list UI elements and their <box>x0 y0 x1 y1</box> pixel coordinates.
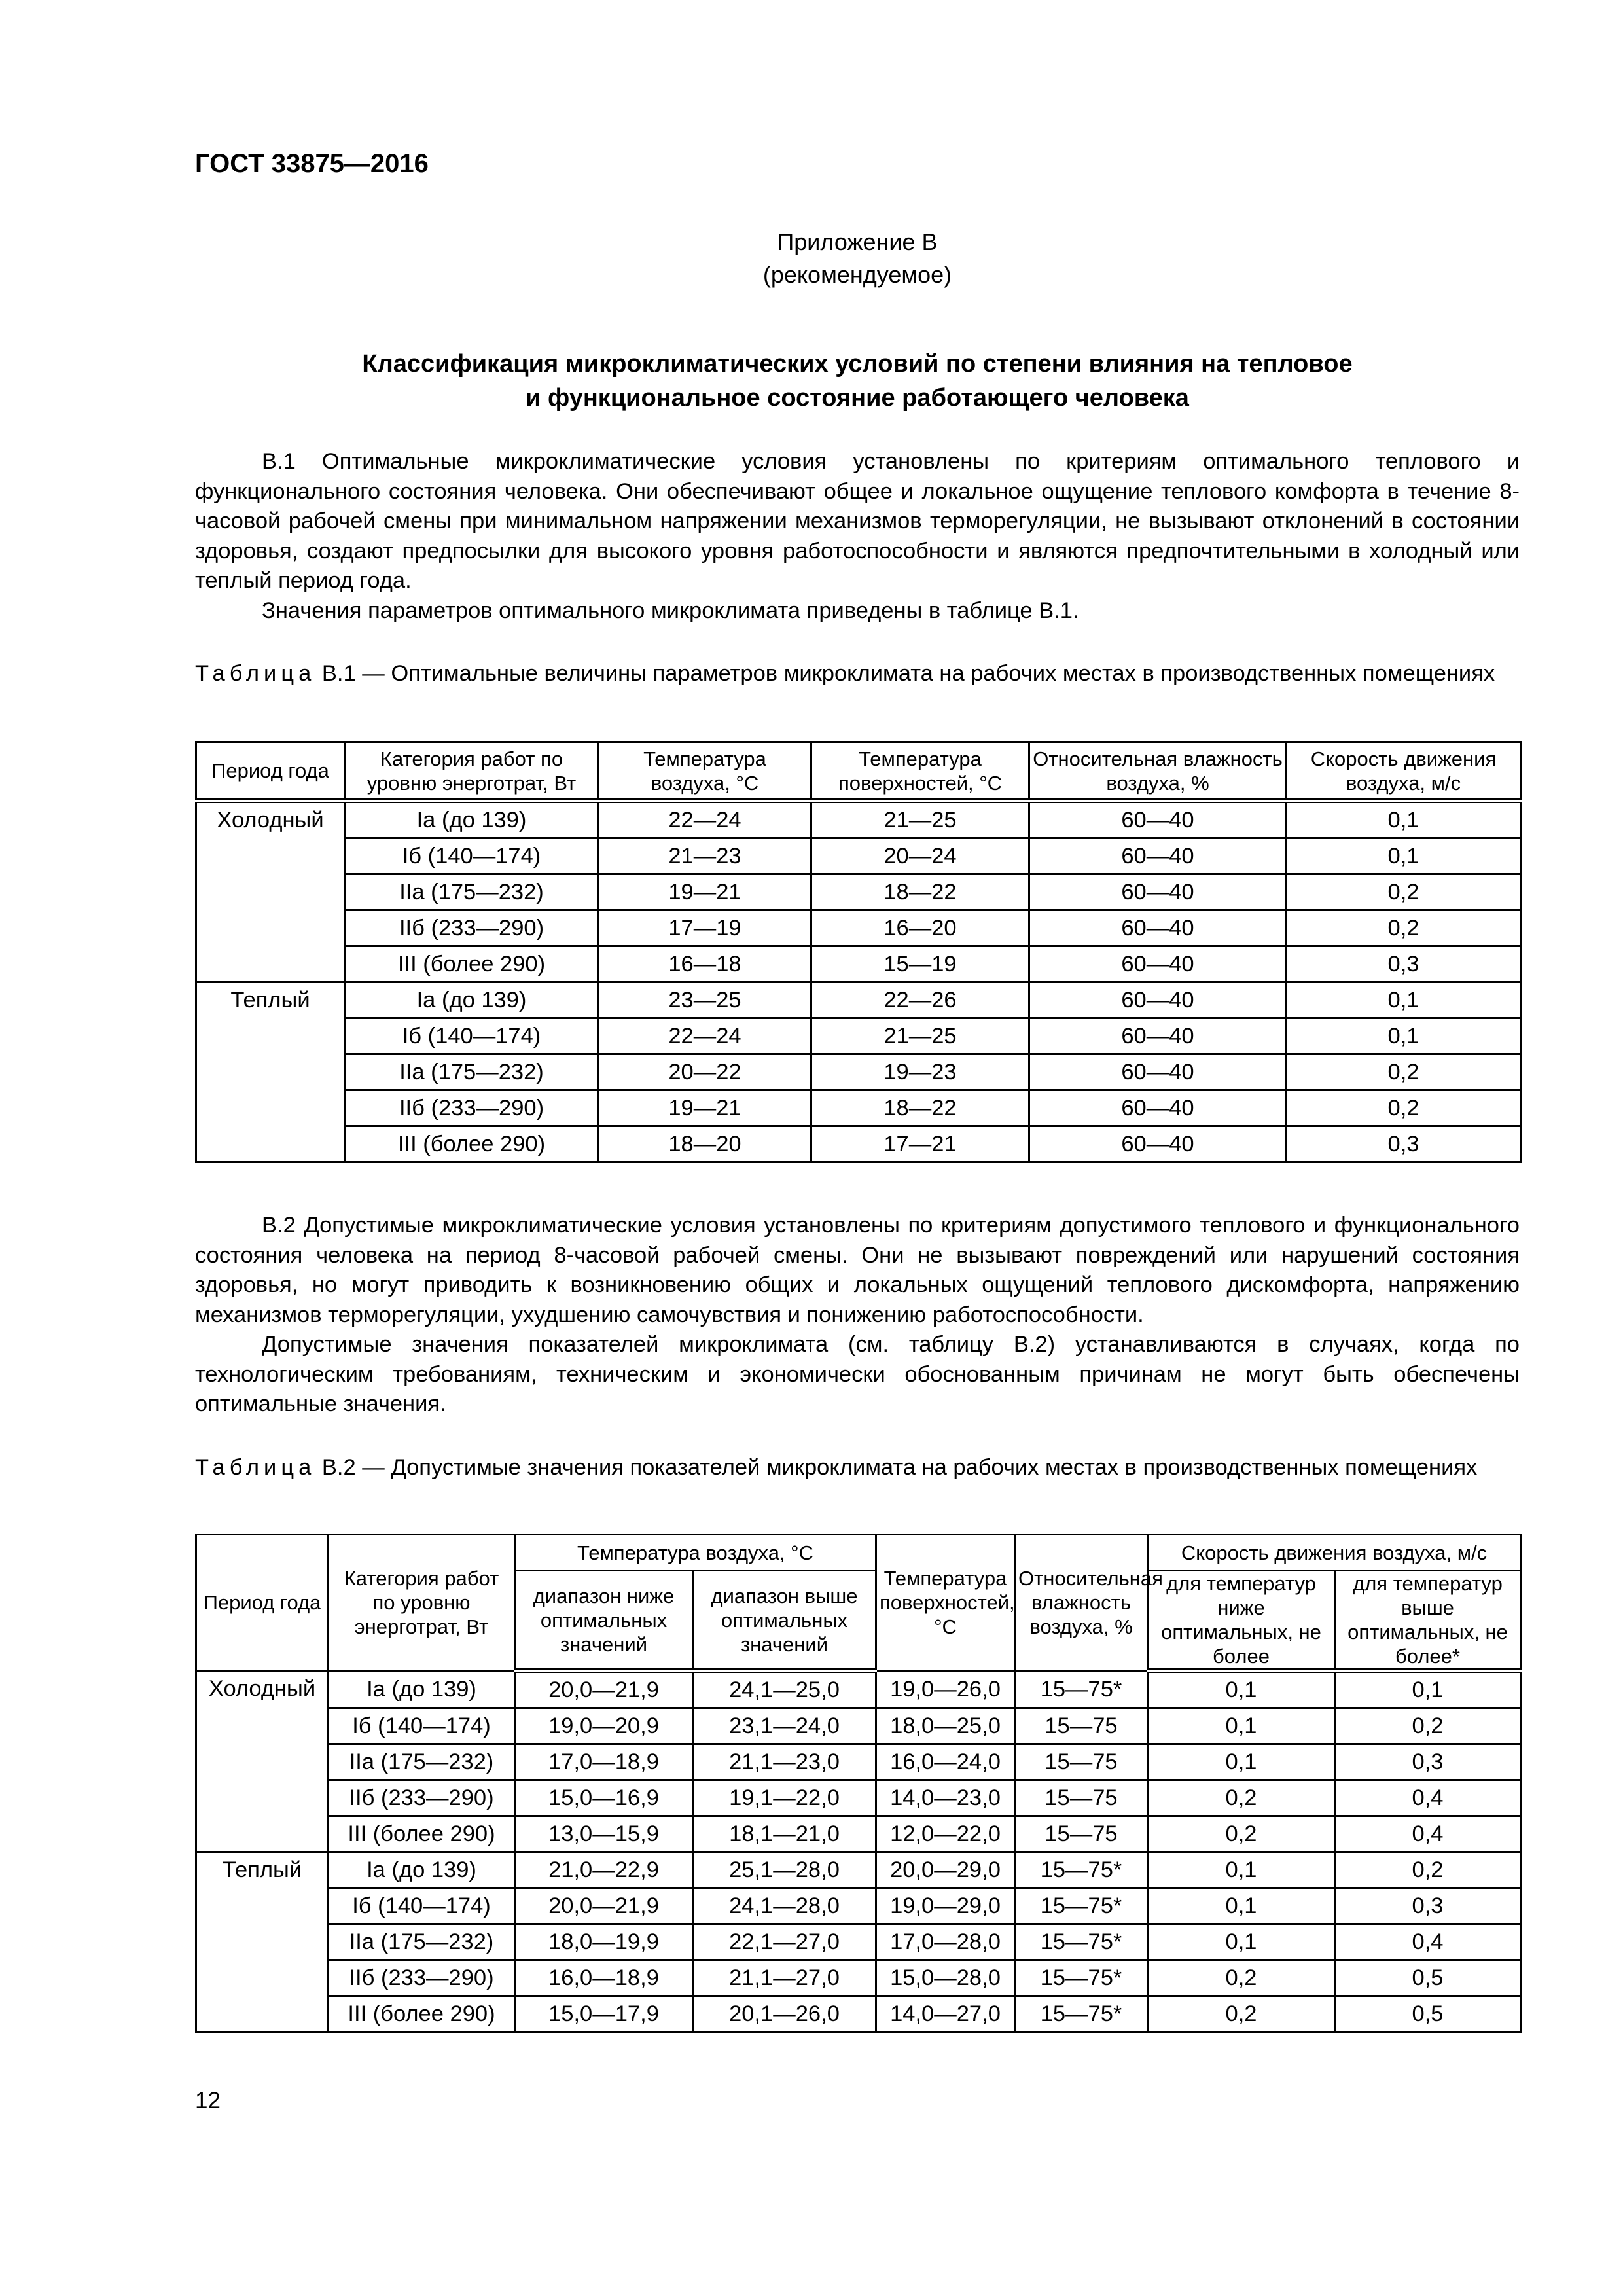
table-row <box>196 1708 1521 1744</box>
table-row <box>196 946 1521 982</box>
table-cell: 18—20 <box>599 1126 812 1162</box>
header-surface-temp: Температура поверхностей, °С <box>876 1535 1015 1671</box>
table-cell: 0,2 <box>1287 874 1521 910</box>
table-cell: 60—40 <box>1029 946 1287 982</box>
table-header-cell: Температура поверхностей, °С <box>812 742 1029 801</box>
table-row <box>196 1054 1521 1090</box>
table-cell: Iа (до 139) <box>345 982 599 1018</box>
table-cell: 19,0—29,0 <box>876 1888 1015 1924</box>
table-cell: 60—40 <box>1029 874 1287 910</box>
table-header-cell: Относительная влажность воздуха, % <box>1029 742 1287 801</box>
table-cell: 21,0—22,9 <box>515 1852 693 1888</box>
title-line-2: и функциональное состояние работающего человека <box>526 384 1189 412</box>
table-row <box>196 910 1521 946</box>
table-cell: 16,0—24,0 <box>876 1744 1015 1780</box>
table-cell: 60—40 <box>1029 838 1287 874</box>
table-cell: 19—21 <box>599 1090 812 1126</box>
table-cell: 21,1—23,0 <box>693 1744 876 1780</box>
appendix-name: Приложение В <box>777 228 938 255</box>
header-air-speed: Скорость движения воздуха, м/с <box>1148 1535 1521 1571</box>
table-cell: 15—75 <box>1015 1816 1148 1852</box>
table-cell: Iа (до 139) <box>329 1671 515 1708</box>
table-row <box>196 1852 1521 1888</box>
table-cell: 24,1—28,0 <box>693 1888 876 1924</box>
table-cell: 17—19 <box>599 910 812 946</box>
table-row <box>196 1744 1521 1780</box>
table-row <box>196 1018 1521 1054</box>
table-cell: 0,2 <box>1148 1996 1335 2032</box>
table-cell: III (более 290) <box>329 1816 515 1852</box>
table-cell: 0,2 <box>1148 1960 1335 1996</box>
table-cell: 60—40 <box>1029 982 1287 1018</box>
table-row <box>196 874 1521 910</box>
table-cell: III (более 290) <box>329 1996 515 2032</box>
table-cell: 15—75 <box>1015 1744 1148 1780</box>
table-cell: 22—26 <box>812 982 1029 1018</box>
table-cell: 0,2 <box>1287 910 1521 946</box>
table-cell: IIа (175—232) <box>345 1054 599 1090</box>
table-cell: 0,1 <box>1335 1671 1521 1708</box>
table-cell: 0,3 <box>1335 1744 1521 1780</box>
table-cell: 20,0—29,0 <box>876 1852 1015 1888</box>
table-cell: 15—75* <box>1015 1852 1148 1888</box>
table-cell: 15—75* <box>1015 1960 1148 1996</box>
table-row <box>196 838 1521 874</box>
table-cell: 15—75* <box>1015 1888 1148 1924</box>
section-b2 <box>195 1211 1520 1420</box>
table-row <box>196 1960 1521 1996</box>
table-cell: 0,2 <box>1287 1090 1521 1126</box>
caption-text: В.1 — Оптимальные величины параметров микроклимата на рабочих местах в производственных помещениях <box>321 661 1495 686</box>
table-cell: 18,0—19,9 <box>515 1924 693 1960</box>
table-row <box>196 1924 1521 1960</box>
table-row <box>196 1126 1521 1162</box>
table-cell: IIа (175—232) <box>345 874 599 910</box>
table-cell: 60—40 <box>1029 801 1287 838</box>
table-cell: 21—25 <box>812 1018 1029 1054</box>
table-cell: 15—75* <box>1015 1924 1148 1960</box>
table-cell: Iб (140—174) <box>329 1708 515 1744</box>
table-cell: 15,0—28,0 <box>876 1960 1015 1996</box>
table-cell: Iа (до 139) <box>329 1852 515 1888</box>
paragraph: В.2 Допустимые микроклиматические условия установлены по критериям допустимого теплового и функционального состояния человека на период 8-часовой рабочей смены. Они не вызывают повреждений или нарушений состояния здоровья, но могут приводить к возникновению общих и локальных ощущений теплового дискомфорта, напряжению механизмов терморегуляции, ухудшению самочувствия и понижению работоспособности. <box>195 1213 1520 1327</box>
table-row <box>196 1671 1521 1708</box>
appendix-heading <box>195 226 1520 291</box>
table-cell: 21—23 <box>599 838 812 874</box>
table-cell: 0,2 <box>1148 1780 1335 1816</box>
table-cell: 0,3 <box>1287 1126 1521 1162</box>
paragraph: Значения параметров оптимального микроклимата приведены в таблице В.1. <box>262 598 1079 623</box>
table-cell: 14,0—23,0 <box>876 1780 1015 1816</box>
header-speed-below: для температур ниже оптимальных, не более <box>1148 1571 1335 1671</box>
table1-caption <box>195 659 1520 689</box>
header-air-temp-above: диапазон выше оптимальных значений <box>693 1571 876 1671</box>
period-cell: Холодный <box>196 1671 329 1852</box>
table-cell: 12,0—22,0 <box>876 1816 1015 1852</box>
table-cell: 18—22 <box>812 1090 1029 1126</box>
table-cell: 21,1—27,0 <box>693 1960 876 1996</box>
table-cell: 19,0—20,9 <box>515 1708 693 1744</box>
table-cell: 24,1—25,0 <box>693 1671 876 1708</box>
header-category: Категория работ по уровню энерготрат, Вт <box>329 1535 515 1671</box>
table-cell: 0,1 <box>1148 1852 1335 1888</box>
document-code: ГОСТ 33875—2016 <box>195 149 429 178</box>
table-cell: 0,1 <box>1148 1708 1335 1744</box>
table-cell: 18,1—21,0 <box>693 1816 876 1852</box>
table-header-cell: Период года <box>196 742 345 801</box>
table-cell: 60—40 <box>1029 910 1287 946</box>
table-cell: 15—75 <box>1015 1780 1148 1816</box>
table-cell: 0,5 <box>1335 1996 1521 2032</box>
table-cell: IIа (175—232) <box>329 1744 515 1780</box>
table-cell: 25,1—28,0 <box>693 1852 876 1888</box>
table-row <box>196 1780 1521 1816</box>
header-period: Период года <box>196 1535 329 1671</box>
header-humidity: Относительная влажность воздуха, % <box>1015 1535 1148 1671</box>
table-cell: 14,0—27,0 <box>876 1996 1015 2032</box>
caption-label: Таблица <box>195 661 316 686</box>
table-cell: 0,1 <box>1287 801 1521 838</box>
table-cell: 16—18 <box>599 946 812 982</box>
table-cell: 20—24 <box>812 838 1029 874</box>
table-cell: 23,1—24,0 <box>693 1708 876 1744</box>
table-cell: 0,1 <box>1148 1888 1335 1924</box>
table-cell: 0,4 <box>1335 1924 1521 1960</box>
table-cell: 18—22 <box>812 874 1029 910</box>
table-cell: 20,0—21,9 <box>515 1671 693 1708</box>
table-cell: 20,0—21,9 <box>515 1888 693 1924</box>
table-cell: III (более 290) <box>345 1126 599 1162</box>
paragraph: Допустимые значения показателей микроклимата (см. таблицу В.2) устанавливаются в случаях, когда по технологическим требованиям, техническим и экономически обоснованным причинам не могут быть обеспечены оптимальные значения. <box>195 1332 1520 1416</box>
table-cell: Iб (140—174) <box>345 838 599 874</box>
table-row <box>196 801 1521 838</box>
paragraph: В.1 Оптимальные микроклиматические условия установлены по критериям оптимального теплового и функционального состояния человека. Они обеспечивают общее и локальное ощущение теплового комфорта в течение 8-часовой рабочей смены при минимальном напряжении механизмов терморегуляции, не вызывают отклонений в состоянии здоровья, создают предпосылки для высокого уровня работоспособности и являются предпочтительными в холодный или теплый период года. <box>195 449 1520 593</box>
table-cell: 13,0—15,9 <box>515 1816 693 1852</box>
table-cell: 0,1 <box>1287 1018 1521 1054</box>
table-cell: 0,5 <box>1335 1960 1521 1996</box>
table-cell: IIб (233—290) <box>345 910 599 946</box>
table-cell: 0,1 <box>1287 982 1521 1018</box>
table-permissible-microclimate <box>195 1534 1522 2033</box>
table-row <box>196 1888 1521 1924</box>
table-cell: 21—25 <box>812 801 1029 838</box>
table-cell: 60—40 <box>1029 1018 1287 1054</box>
table-cell: 0,1 <box>1148 1924 1335 1960</box>
caption-label: Таблица <box>195 1455 316 1480</box>
table-cell: 0,3 <box>1287 946 1521 982</box>
table-cell: 20—22 <box>599 1054 812 1090</box>
title-line-1: Классификация микроклиматических условий по степени влияния на тепловое <box>362 350 1353 378</box>
table-cell: 15—19 <box>812 946 1029 982</box>
table-cell: 15,0—16,9 <box>515 1780 693 1816</box>
header-air-temp: Температура воздуха, °С <box>515 1535 876 1571</box>
period-cell: Теплый <box>196 982 345 1162</box>
header-speed-above: для температур выше оптимальных, не более* <box>1335 1571 1521 1671</box>
table-cell: 19—23 <box>812 1054 1029 1090</box>
table-cell: 0,1 <box>1148 1671 1335 1708</box>
table-row <box>196 1816 1521 1852</box>
table-cell: 17—21 <box>812 1126 1029 1162</box>
table-cell: 18,0—25,0 <box>876 1708 1015 1744</box>
table-cell: 15—75 <box>1015 1708 1148 1744</box>
period-cell: Теплый <box>196 1852 329 2032</box>
caption-text: В.2 — Допустимые значения показателей микроклимата на рабочих местах в производственных помещениях <box>321 1455 1478 1480</box>
table-cell: 15,0—17,9 <box>515 1996 693 2032</box>
table-cell: Iа (до 139) <box>345 801 599 838</box>
table-row <box>196 1090 1521 1126</box>
table-cell: III (более 290) <box>345 946 599 982</box>
table2-caption <box>195 1453 1520 1482</box>
table-header-cell: Температура воздуха, °С <box>599 742 812 801</box>
table-cell: 23—25 <box>599 982 812 1018</box>
table-cell: 20,1—26,0 <box>693 1996 876 2032</box>
table-cell: 16,0—18,9 <box>515 1960 693 1996</box>
table-cell: 17,0—18,9 <box>515 1744 693 1780</box>
table-row <box>196 1996 1521 2032</box>
table-header-cell: Скорость движения воздуха, м/с <box>1287 742 1521 801</box>
table-cell: IIб (233—290) <box>329 1780 515 1816</box>
table-cell: IIб (233—290) <box>345 1090 599 1126</box>
table-optimal-microclimate <box>195 741 1522 1163</box>
table-cell: 19,0—26,0 <box>876 1671 1015 1708</box>
table-cell: 60—40 <box>1029 1054 1287 1090</box>
table-cell: 0,1 <box>1287 838 1521 874</box>
table-cell: 19—21 <box>599 874 812 910</box>
table-row <box>196 982 1521 1018</box>
table-cell: 22,1—27,0 <box>693 1924 876 1960</box>
table-cell: Iб (140—174) <box>329 1888 515 1924</box>
table-cell: 19,1—22,0 <box>693 1780 876 1816</box>
table-cell: 0,2 <box>1335 1852 1521 1888</box>
header-air-temp-below: диапазон ниже оптимальных значений <box>515 1571 693 1671</box>
table-cell: 17,0—28,0 <box>876 1924 1015 1960</box>
table-cell: 0,2 <box>1287 1054 1521 1090</box>
table-header-cell: Категория работ по уровню энерготрат, Вт <box>345 742 599 801</box>
appendix-title <box>195 347 1520 415</box>
table-cell: 0,2 <box>1148 1816 1335 1852</box>
table-cell: 22—24 <box>599 1018 812 1054</box>
table-cell: 0,4 <box>1335 1780 1521 1816</box>
table-cell: 22—24 <box>599 801 812 838</box>
table-cell: 15—75* <box>1015 1996 1148 2032</box>
table-cell: 0,3 <box>1335 1888 1521 1924</box>
table-cell: 0,4 <box>1335 1816 1521 1852</box>
table-cell: Iб (140—174) <box>345 1018 599 1054</box>
table-cell: 60—40 <box>1029 1126 1287 1162</box>
table-cell: 16—20 <box>812 910 1029 946</box>
appendix-status: (рекомендуемое) <box>762 261 952 288</box>
table-cell: 0,1 <box>1148 1744 1335 1780</box>
table-cell: 60—40 <box>1029 1090 1287 1126</box>
table-cell: 15—75* <box>1015 1671 1148 1708</box>
table-cell: IIб (233—290) <box>329 1960 515 1996</box>
page-number: 12 <box>195 2088 221 2113</box>
period-cell: Холодный <box>196 801 345 982</box>
table-cell: IIа (175—232) <box>329 1924 515 1960</box>
table-cell: 0,2 <box>1335 1708 1521 1744</box>
section-b1 <box>195 447 1520 626</box>
